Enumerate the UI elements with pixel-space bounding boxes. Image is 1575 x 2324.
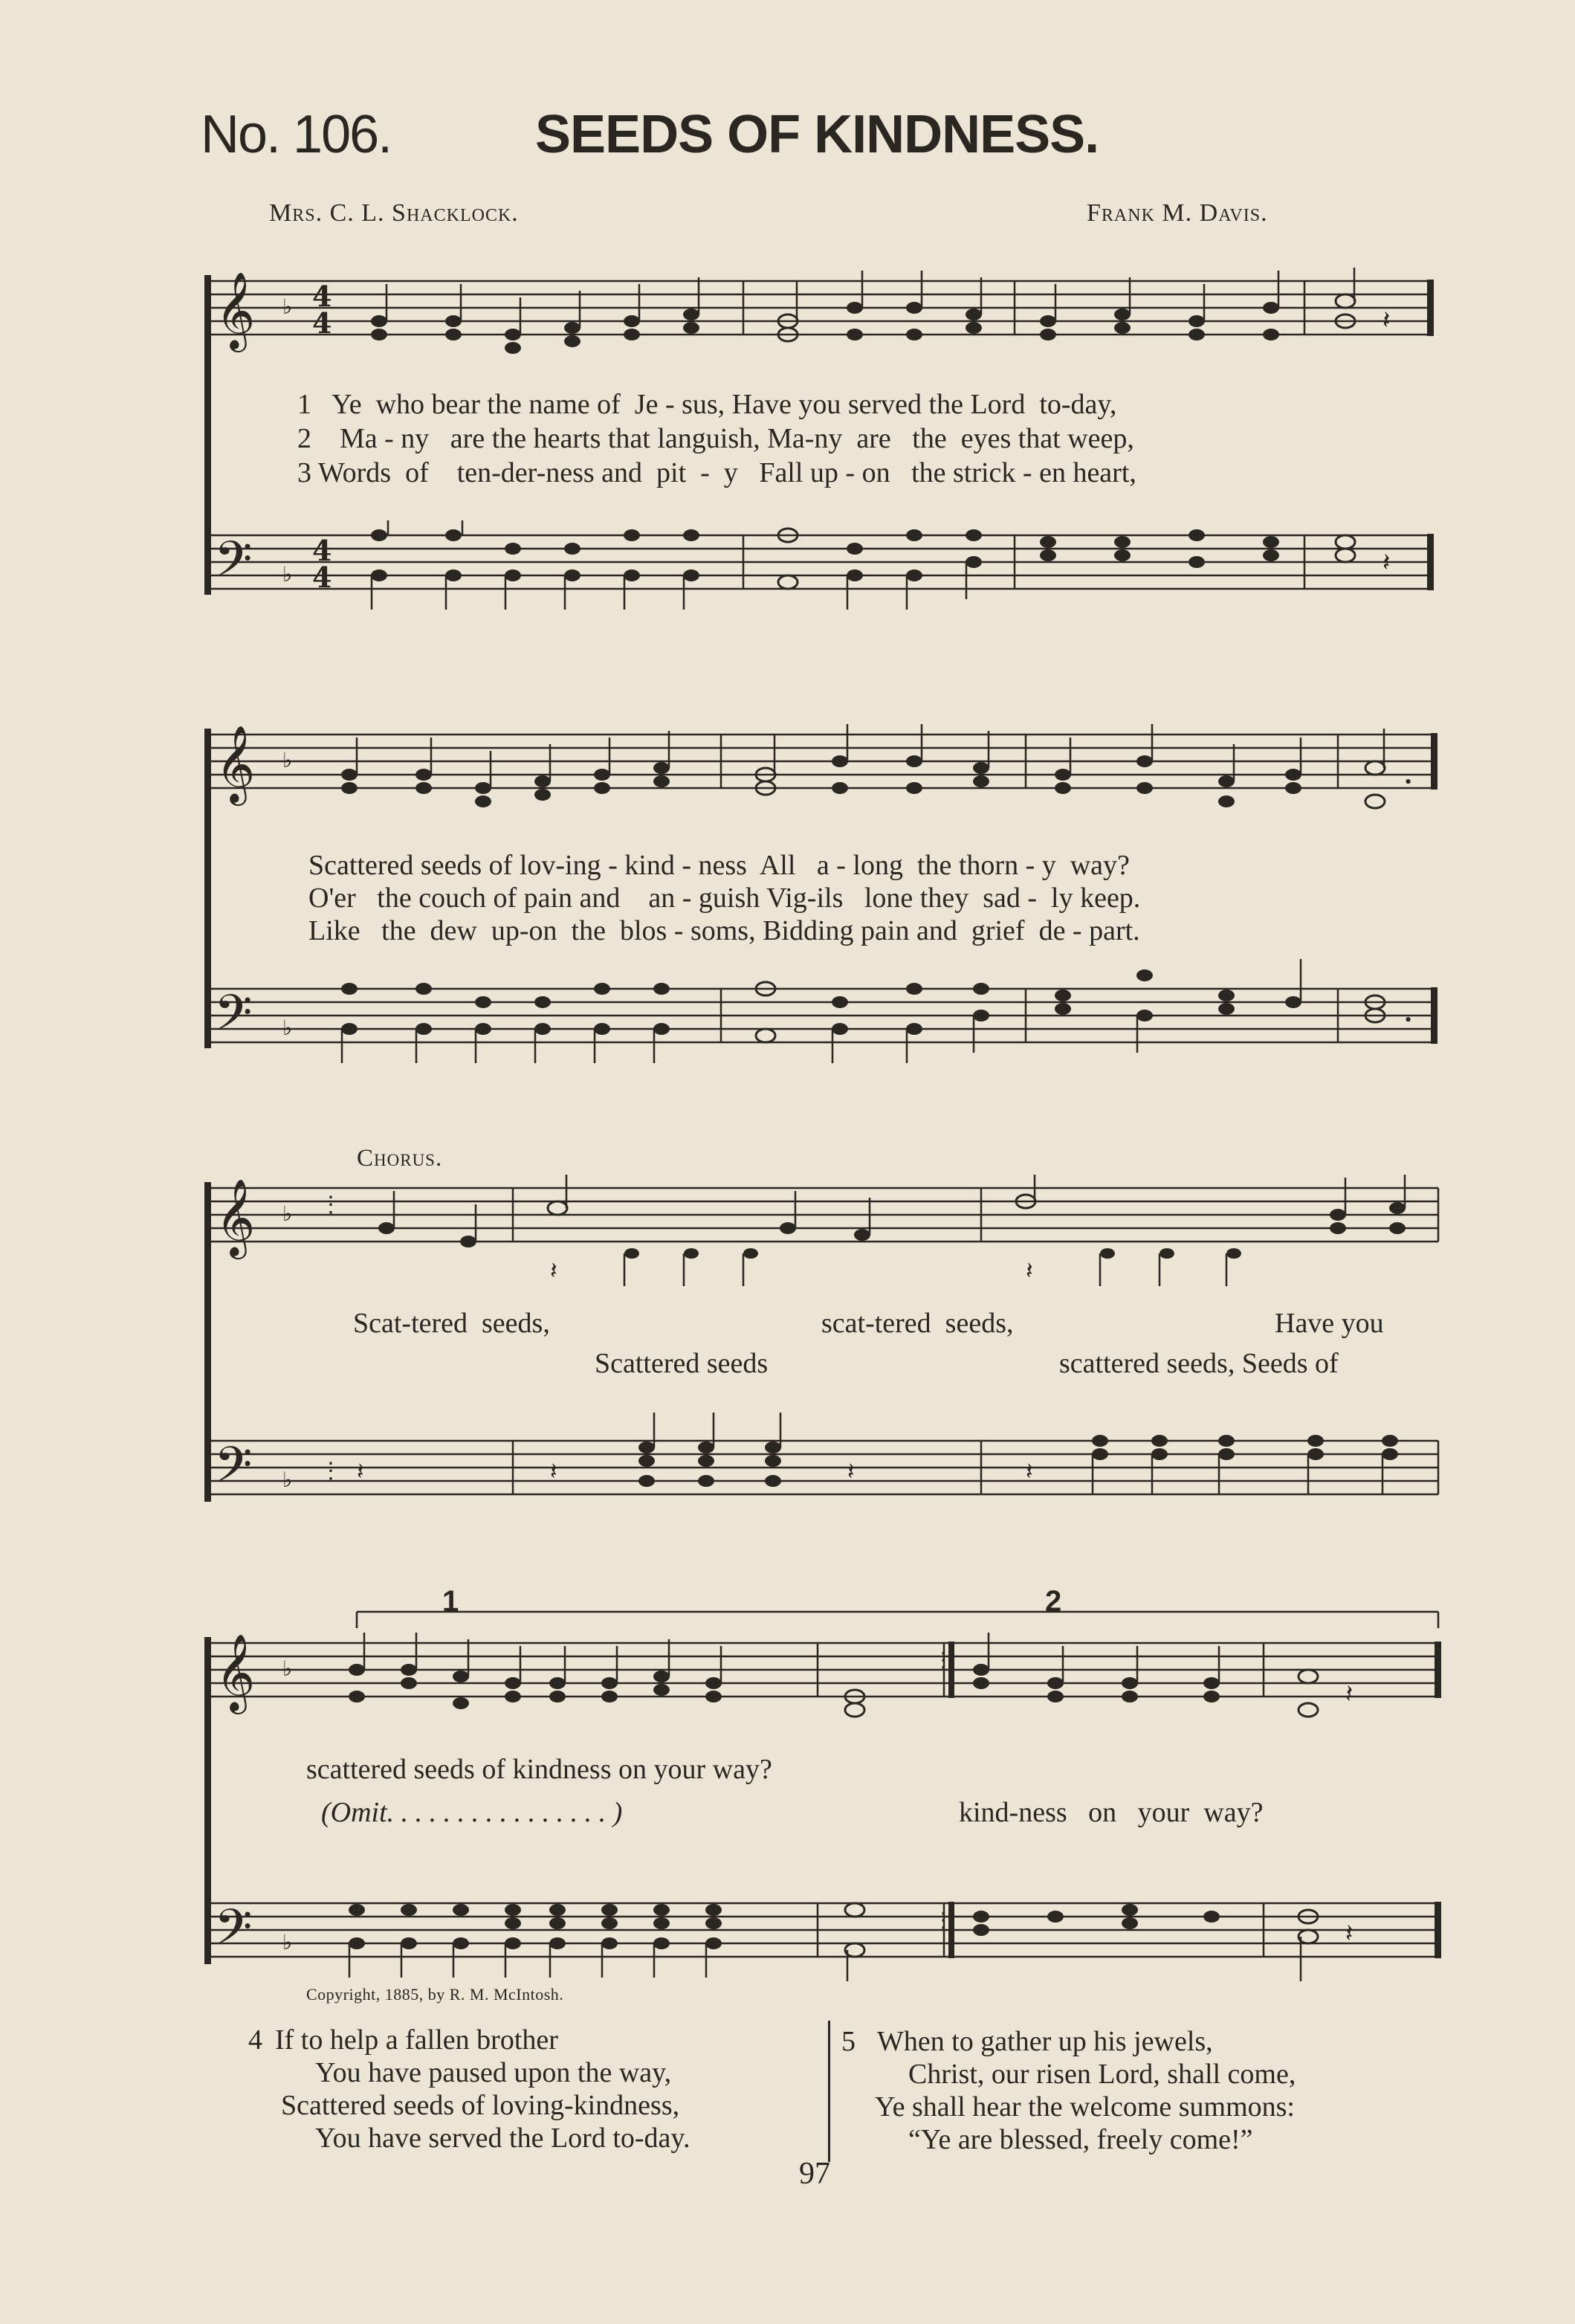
hymn-title: SEEDS OF KINDNESS.: [535, 105, 1099, 164]
lyric-line-verse-1: 1 Ye who bear the name of Je - sus, Have you served the Lord to-day,: [297, 389, 1117, 420]
svg-text:𝄽: 𝄽: [1382, 548, 1391, 578]
lyricist-credit: Mrs. C. L. Shacklock.: [269, 199, 519, 227]
svg-text:♭: ♭: [282, 1656, 293, 1681]
svg-text:⋮: ⋮: [933, 1649, 954, 1672]
svg-text:•: •: [1405, 771, 1412, 793]
svg-text:⋮: ⋮: [320, 1459, 342, 1483]
music-system-4: [201, 1585, 1449, 1992]
svg-text:⋮: ⋮: [320, 1192, 342, 1217]
svg-text:𝄽: 𝄽: [1382, 306, 1391, 335]
chorus-lyric-a3: Have you: [1275, 1308, 1384, 1339]
copyright-notice: Copyright, 1885, by R. M. McIntosh.: [306, 1985, 564, 2004]
stanza-line: Scattered seeds of loving-kindness,: [281, 2090, 680, 2121]
svg-text:𝄽: 𝄽: [357, 1457, 364, 1485]
stanza-line: Ye shall hear the welcome summons:: [875, 2091, 1295, 2123]
svg-text:♭: ♭: [282, 294, 293, 319]
svg-text:4: 4: [312, 534, 332, 567]
svg-text:𝄞: 𝄞: [216, 1633, 256, 1711]
svg-text:𝄞: 𝄞: [216, 725, 256, 803]
chorus-lyric-a2: scat-tered seeds,: [821, 1308, 1014, 1339]
stanza-divider: [828, 2021, 830, 2162]
stanza-line: You have served the Lord to-day.: [315, 2123, 691, 2154]
stanza-4: [248, 2024, 813, 2172]
svg-text:𝄽: 𝄽: [1345, 1679, 1354, 1709]
stanza-5: [841, 2025, 1436, 2174]
svg-text:𝄢: 𝄢: [214, 1436, 253, 1505]
chorus-lyric-b2: scattered seeds, Seeds of: [1059, 1348, 1339, 1379]
svg-text:⋮: ⋮: [933, 1909, 954, 1932]
lyric-line-verse-3: 3 Words of ten-der-ness and pit - y Fall up - on the strick - en heart,: [297, 457, 1136, 488]
music-system-2: [201, 721, 1449, 1063]
svg-text:♭: ♭: [282, 562, 293, 587]
lyric-line-verse-2: O'er the couch of pain and an - guish Vig-ils lone they sad - ly keep.: [308, 882, 1141, 914]
hymn-number: No. 106.: [201, 105, 392, 164]
chorus-label: Chorus.: [357, 1145, 443, 1172]
svg-text:𝄢: 𝄢: [214, 984, 253, 1053]
svg-text:4: 4: [312, 561, 332, 594]
svg-text:♭: ♭: [282, 1201, 293, 1226]
svg-text:𝄽: 𝄽: [550, 1457, 557, 1485]
lyric-omit-note: (Omit. . . . . . . . . . . . . . . . ): [321, 1797, 623, 1828]
svg-text:4: 4: [312, 280, 332, 313]
second-ending-number: 2: [1045, 1585, 1062, 1618]
music-system-chorus: [201, 1145, 1449, 1509]
chorus-lyric-a1: Scat-tered seeds,: [353, 1308, 550, 1339]
first-ending-number: 1: [442, 1585, 459, 1618]
stanza-line: “Ye are blessed, freely come!”: [908, 2124, 1253, 2155]
svg-text:𝄽: 𝄽: [1345, 1919, 1354, 1949]
stanza-line: Christ, our risen Lord, shall come,: [908, 2059, 1296, 2090]
page-number: 97: [799, 2157, 830, 2191]
chorus-lyric-b1: Scattered seeds: [595, 1348, 769, 1379]
stanza-number: 4: [248, 2024, 262, 2056]
composer-credit: Frank M. Davis.: [1087, 199, 1268, 227]
lyric-line-first-ending: scattered seeds of kindness on your way?: [306, 1754, 772, 1785]
svg-text:𝄽: 𝄽: [1026, 1457, 1033, 1485]
music-system-1: [201, 268, 1449, 610]
svg-text:𝄞: 𝄞: [216, 271, 256, 349]
svg-text:♭: ♭: [282, 748, 293, 772]
svg-text:♭: ♭: [282, 1468, 293, 1492]
svg-text:•: •: [1405, 1009, 1412, 1030]
stanza-line: If to help a fallen brother: [275, 2024, 558, 2056]
lyric-line-verse-1: Scattered seeds of lov-ing - kind - ness All a - long the thorn - y way?: [308, 850, 1130, 881]
stanza-line: When to gather up his jewels,: [877, 2026, 1213, 2057]
svg-text:𝄽: 𝄽: [1026, 1256, 1033, 1285]
svg-text:𝄽: 𝄽: [550, 1256, 557, 1285]
svg-text:𝄞: 𝄞: [216, 1178, 256, 1256]
stanza-line: You have paused upon the way,: [315, 2057, 672, 2088]
svg-text:𝄢: 𝄢: [214, 1899, 253, 1968]
stanza-number: 5: [841, 2026, 856, 2057]
lyric-line-verse-2: 2 Ma - ny are the hearts that languish, Ma-ny are the eyes that weep,: [297, 423, 1134, 454]
title-row: [201, 104, 1420, 171]
svg-text:♭: ♭: [282, 1016, 293, 1040]
lyric-line-verse-3: Like the dew up-on the blos - soms, Bidding pain and grief de - part.: [308, 915, 1140, 946]
svg-text:𝄢: 𝄢: [214, 531, 253, 600]
svg-text:𝄽: 𝄽: [847, 1457, 855, 1485]
svg-text:♭: ♭: [282, 1930, 293, 1955]
lyric-line-second-ending: kind-ness on your way?: [959, 1797, 1264, 1828]
svg-text:4: 4: [312, 306, 332, 340]
